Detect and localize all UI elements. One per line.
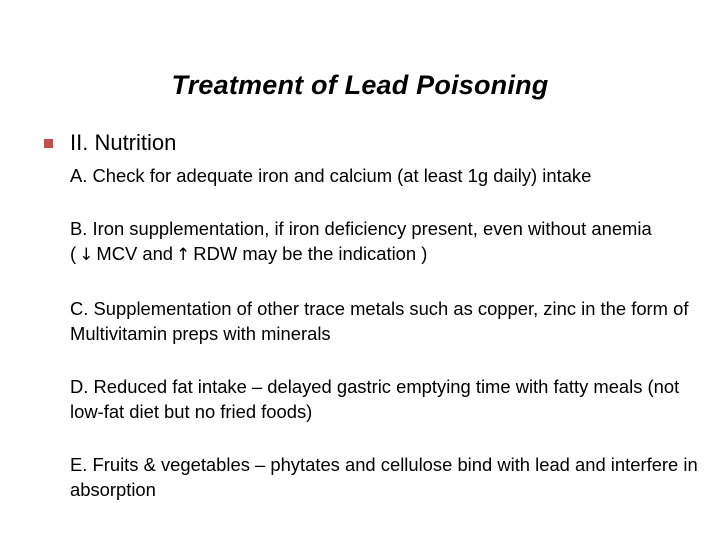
arrow-down-icon: ↓ xyxy=(79,245,94,265)
item-d: D. Reduced fat intake – delayed gastric emptying time with fatty meals (not low-fat diet but no fried foods) xyxy=(70,376,680,422)
bullet-heading-row xyxy=(44,130,176,156)
item-b-text-3: RDW may be the indication ) xyxy=(193,243,428,264)
item-b xyxy=(70,216,710,268)
bullet-heading: II. Nutrition xyxy=(70,130,177,155)
item-list xyxy=(70,163,710,502)
arrow-up-icon: ↑ xyxy=(176,245,191,265)
square-bullet-icon xyxy=(44,139,53,148)
item-a: A. Check for adequate iron and calcium (at least 1g daily) intake xyxy=(70,165,592,186)
item-c: C. Supplementation of other trace metals such as copper, zinc in the form of Multivitamin preps with minerals xyxy=(70,298,689,344)
item-b-text-1: B. Iron supplementation, if iron deficiency present, even without anemia ( xyxy=(70,218,652,264)
slide-title: Treatment of Lead Poisoning xyxy=(171,70,549,100)
item-e: E. Fruits & vegetables – phytates and cellulose bind with lead and interfere in absorption xyxy=(70,454,698,500)
item-b-text-2: MCV and xyxy=(96,243,174,264)
